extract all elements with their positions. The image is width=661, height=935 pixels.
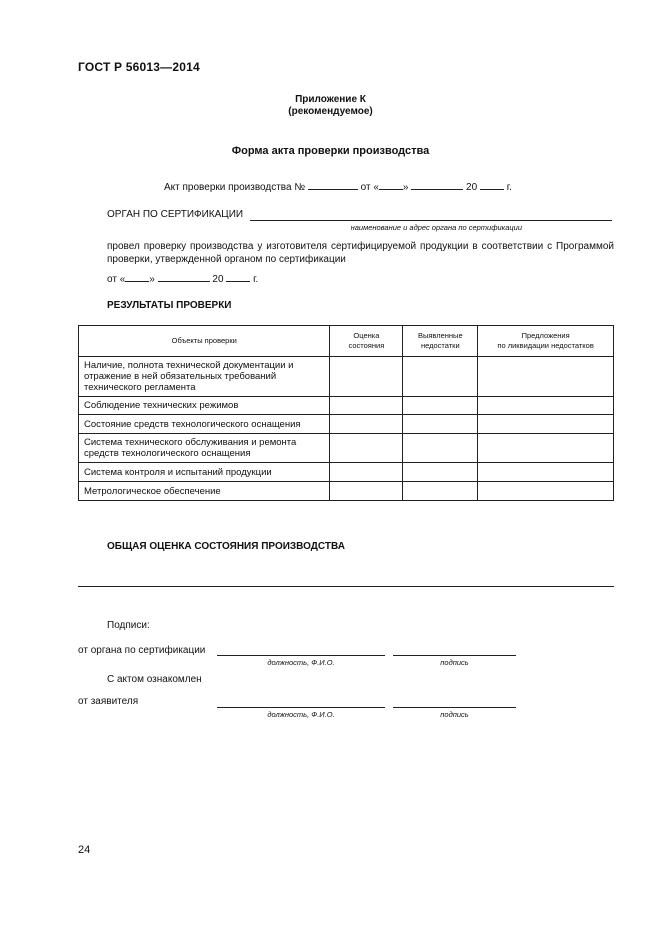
proposals-cell[interactable]	[478, 482, 614, 501]
overall-heading: ОБЩАЯ ОЦЕНКА СОСТОЯНИЯ ПРОИЗВОДСТВА	[107, 541, 345, 552]
act-from: от «	[360, 182, 379, 193]
organ-name-field[interactable]	[250, 220, 612, 221]
overall-assessment-field[interactable]	[78, 586, 614, 587]
proposals-cell[interactable]	[478, 415, 614, 434]
deficiencies-cell[interactable]	[403, 434, 478, 463]
row-object: Метрологическое обеспечение	[79, 482, 330, 501]
proposals-cell[interactable]	[478, 357, 614, 397]
applicant-position-field[interactable]	[217, 707, 385, 708]
act-year-suffix: г.	[506, 182, 512, 193]
header-proposals: Предложения по ликвидации недостатков	[478, 326, 614, 357]
row-object: Система технического обслуживания и ремонта средств технологического оснащения	[79, 434, 330, 463]
deficiencies-cell[interactable]	[403, 357, 478, 397]
header-objects: Объекты проверки	[79, 326, 330, 357]
applicant-signature-caption: подпись	[440, 710, 469, 719]
date-from: от «	[107, 274, 126, 285]
table-row	[79, 397, 614, 415]
row-object: Соблюдение технических режимов	[79, 397, 330, 415]
act-quote-close: »	[402, 182, 409, 193]
date-year-prefix: 20	[212, 274, 224, 285]
proposals-cell[interactable]	[478, 397, 614, 415]
act-line	[164, 180, 512, 193]
deficiencies-cell[interactable]	[403, 482, 478, 501]
assessment-cell[interactable]	[330, 357, 403, 397]
applicant-signature-field[interactable]	[393, 707, 516, 708]
act-year-prefix: 20	[466, 182, 478, 193]
table-row	[79, 434, 614, 463]
act-day-blank[interactable]	[379, 180, 403, 190]
row-object: Система контроля и испытаний продукции	[79, 463, 330, 482]
organ-caption: наименование и адрес органа по сертификации	[350, 223, 522, 232]
row-object: Наличие, полнота технической документации и отражение в ней обязательных требований технического регламента	[79, 357, 330, 397]
organ-label: ОРГАН ПО СЕРТИФИКАЦИИ	[107, 209, 244, 220]
date-month-blank[interactable]	[158, 272, 210, 282]
deficiencies-cell[interactable]	[403, 415, 478, 434]
proposals-cell[interactable]	[478, 434, 614, 463]
assessment-cell[interactable]	[330, 415, 403, 434]
organ-signature-field[interactable]	[393, 655, 516, 656]
assessment-cell[interactable]	[330, 482, 403, 501]
appendix-subtitle: (рекомендуемое)	[288, 106, 373, 117]
organ-position-caption: должность, Ф.И.О.	[267, 658, 335, 667]
assessment-cell[interactable]	[330, 463, 403, 482]
results-table	[78, 325, 614, 501]
row-object: Состояние средств технологического оснащения	[79, 415, 330, 434]
appendix-title: Приложение К	[295, 94, 366, 105]
standard-number: ГОСТ Р 56013—2014	[78, 60, 200, 74]
table-row	[79, 463, 614, 482]
date-quote-close: »	[149, 274, 155, 285]
from-organ-label: от органа по сертификации	[78, 645, 206, 656]
page-number: 24	[78, 844, 91, 856]
header-deficiencies: Выявленные недостатки	[403, 326, 478, 357]
signatures-label: Подписи:	[107, 620, 150, 631]
results-heading: РЕЗУЛЬТАТЫ ПРОВЕРКИ	[107, 300, 232, 311]
act-month-blank[interactable]	[411, 180, 463, 190]
act-year-blank[interactable]	[480, 180, 504, 190]
deficiencies-cell[interactable]	[403, 463, 478, 482]
act-number-blank[interactable]	[308, 180, 358, 190]
date-year-blank[interactable]	[226, 272, 250, 282]
acknowledged-label: С актом ознакомлен	[107, 674, 202, 685]
check-paragraph: провел проверку производства у изготовителя сертифицируемой продукции в соответствии с Программой проверки, утвержденной органом по сертификации	[107, 241, 614, 265]
table-row	[79, 357, 614, 397]
from-applicant-label: от заявителя	[78, 696, 139, 707]
program-date-line	[107, 272, 258, 285]
organ-position-field[interactable]	[217, 655, 385, 656]
date-day-blank[interactable]	[125, 272, 149, 282]
deficiencies-cell[interactable]	[403, 397, 478, 415]
table-row	[79, 415, 614, 434]
form-title: Форма акта проверки производства	[231, 145, 430, 157]
organ-signature-caption: подпись	[440, 658, 469, 667]
proposals-cell[interactable]	[478, 463, 614, 482]
table-header-row	[79, 326, 614, 357]
assessment-cell[interactable]	[330, 434, 403, 463]
applicant-position-caption: должность, Ф.И.О.	[267, 710, 335, 719]
assessment-cell[interactable]	[330, 397, 403, 415]
date-year-suffix: г.	[253, 274, 259, 285]
table-row	[79, 482, 614, 501]
act-prefix: Акт проверки производства №	[164, 182, 306, 193]
header-assessment: Оценка состояния	[330, 326, 403, 357]
